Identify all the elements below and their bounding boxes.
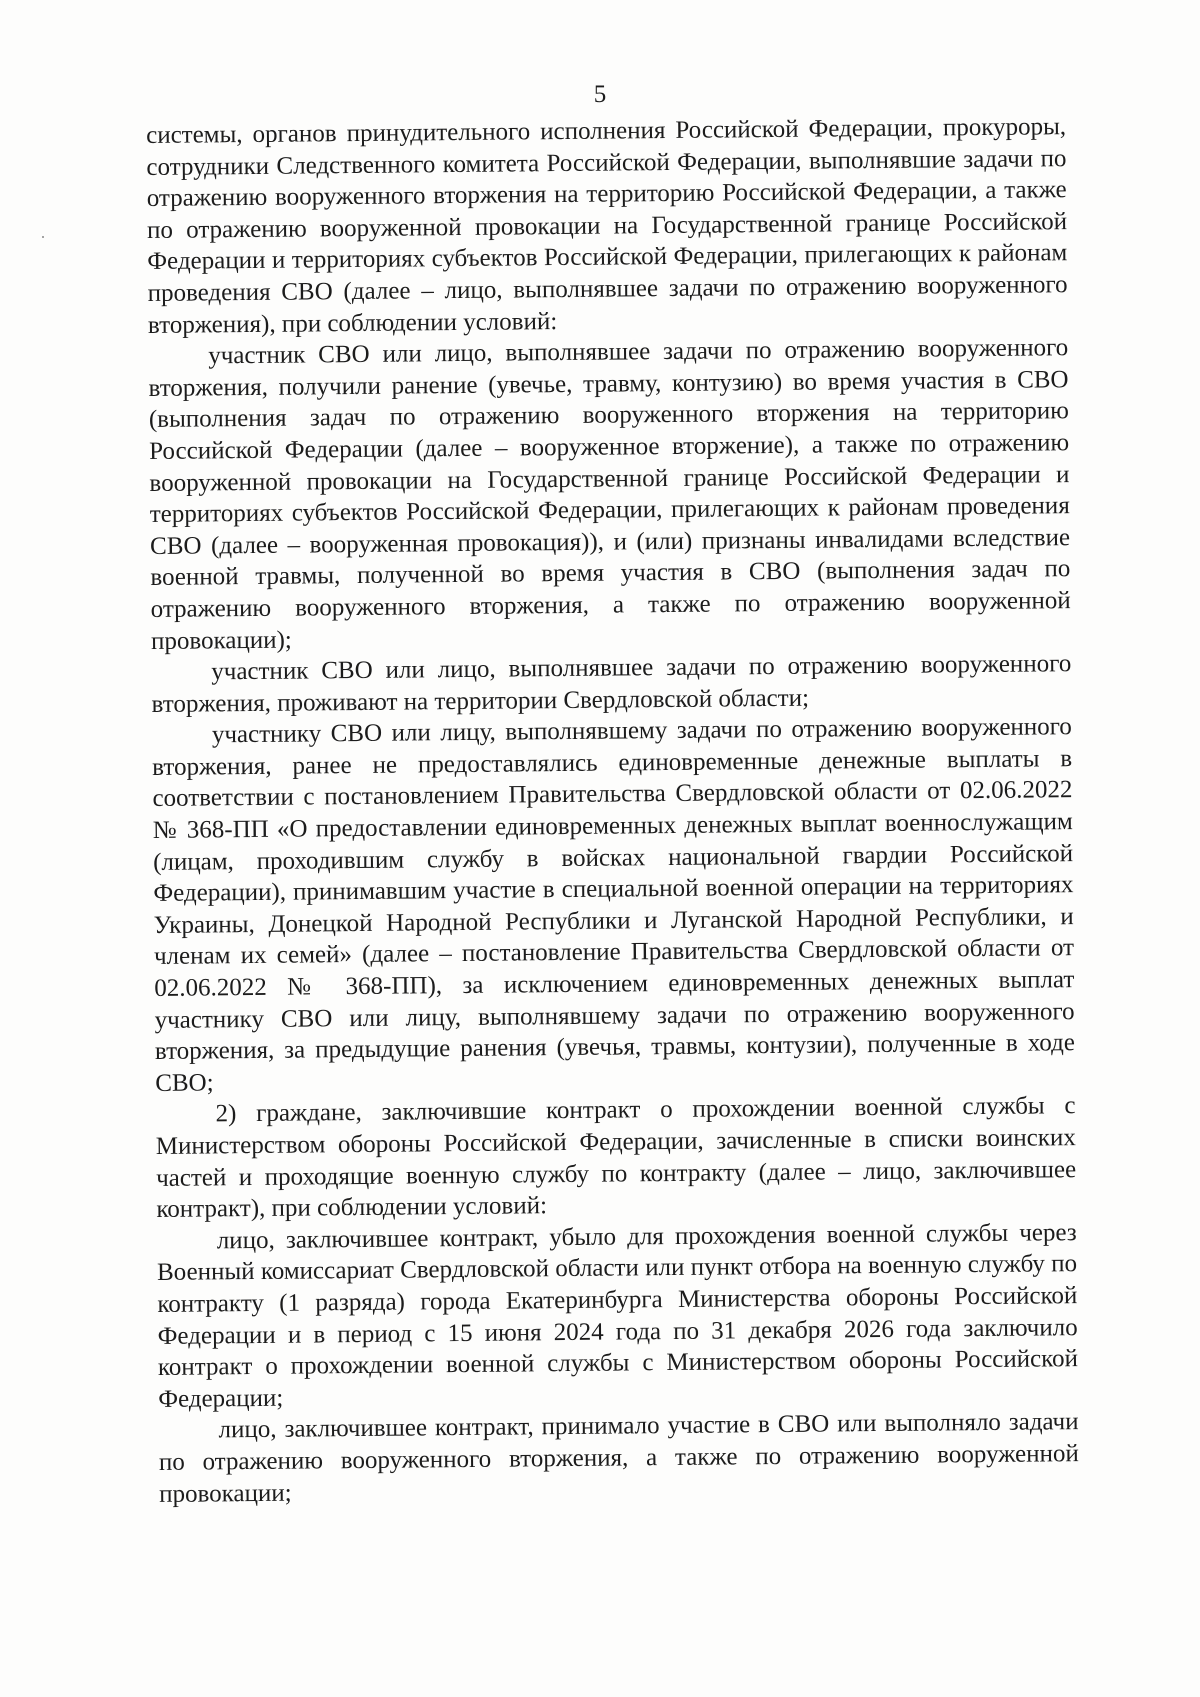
paragraph-intro-continuation: системы, органов принудительного исполнения Российской Федерации, прокуроры, сотрудники Следственного комитета Российской Федерации, выполнявшие задачи по отражению вооруженного вторжения на территорию Российской Федерации, а также по отражению вооруженной провокации на Государственной границе Российской Федерации и территориях субъектов Российской Федерации, прилегающих к районам проведения СВО (далее – лицо, выполнявшее задачи по отражению вооруженного вторжения), при соблюдении условий: — [146, 113, 1068, 339]
document-body — [146, 111, 1079, 1510]
page-number: 5 — [593, 81, 607, 108]
scan-artifact — [42, 236, 44, 238]
paragraph-condition-participation: лицо, заключившее контракт, принимало участие в СВО или выполняло задачи по отражению вооруженного вторжения, а также по отражению вооруженной провокации; — [158, 1408, 1079, 1508]
paragraph-item-2-contract-citizens: 2) граждане, заключившие контракт о прохождении военной службы с Министерством обороны Российской Федерации, зачисленные в списки воинских частей и проходящие военную службу по контракту (далее – лицо, заключившее контракт), при соблюдении условий: — [155, 1092, 1077, 1224]
paragraph-condition-prior-payments: участнику СВО или лицу, выполнявшему задачи по отражению вооруженного вторжения, ранее не предоставлялись единовременные денежные выплаты в соответствии с постановлением Правительства Свердловской области от 02.06.2022 № 368-ПП «О предоставлении единовременных денежных выплат военнослужащим (лицам, проходившим службу в войсках национальной гвардии Российской Федерации), принимавшим участие в специальной военной операции на территориях Украины, Донецкой Народной Республики и Луганской Народной Республики, и членам их семей» (далее – постановление Правительства Свердловской области от 02.06.2022 № 368-ПП), за исключением единовременных денежных выплат участнику СВО или лицу, выполнявшему задачи по отражению вооруженного вторжения, за предыдущие ранения (увечья, травмы, контузии), полученные в ходе СВО; — [152, 713, 1076, 1097]
paragraph-condition-contract-enlistment: лицо, заключившее контракт, убыло для прохождения военной службы через Военный комиссариат Свердловской области или пункт отбора на военную службу по контракту (1 разряда) города Екатеринбурга Министерства обороны Российской Федерации и в период с 15 июня 2024 года по 31 декабря 2026 года заключило контракт о прохождении военной службы с Министерством обороны Российской Федерации; — [156, 1218, 1079, 1413]
paragraph-condition-residence: участник СВО или лицо, выполнявшее задачи по отражению вооруженного вторжения, проживают на территории Свердловской области; — [151, 650, 1072, 718]
paragraph-condition-injury: участник СВО или лицо, выполнявшее задачи по отражению вооруженного вторжения, получили ранение (увечье, травму, контузию) во время участия в СВО (выполнения задач по отражению вооруженного вторжения на территорию Российской Федерации (далее – вооруженное вторжение), а также по отражению вооруженной провокации на Государственной границе Российской Федерации и территориях субъектов Российской Федерации, прилегающих к районам проведения СВО (далее – вооруженная провокация)), и (или) признаны инвалидами вследствие военной травмы, полученной во время участия в СВО (выполнения задач по отражению вооруженного вторжения, а также по отражению вооруженной провокации); — [148, 334, 1071, 655]
